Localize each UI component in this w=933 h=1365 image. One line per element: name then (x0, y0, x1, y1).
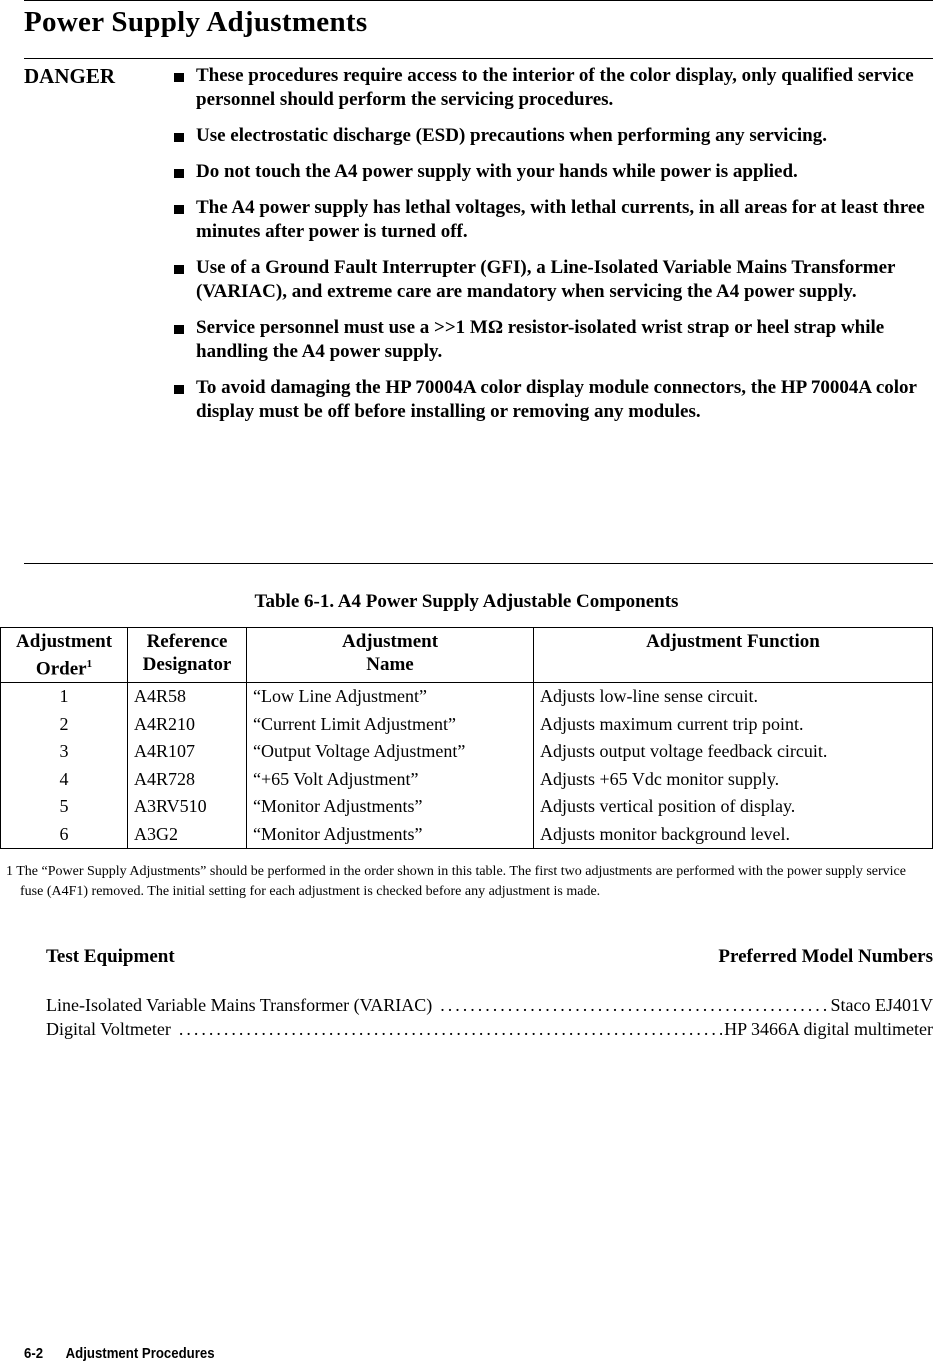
cell-name: “Current Limit Adjustment” (247, 711, 534, 739)
table-footnote: 1 The “Power Supply Adjustments” should be performed in the order shown in this table. The first two adjustments are performed with the power supply service fuse (A4F1) removed. The initial setting for each adjustment is checked before any adjustment is made. (6, 864, 906, 899)
cell-ref: A4R107 (128, 738, 247, 766)
cell-function: Adjusts low-line sense circuit. (534, 683, 933, 711)
danger-item: The A4 power supply has lethal voltages, with lethal currents, in all areas for at least three minutes after power is turned off. (172, 196, 932, 244)
equipment-header-right: Preferred Model Numbers (718, 946, 933, 967)
square-bullet-icon (174, 265, 184, 274)
equipment-model: Staco EJ401V (830, 995, 933, 1015)
square-bullet-icon (174, 385, 184, 394)
table-row (1, 766, 933, 794)
danger-label: DANGER (24, 64, 116, 88)
cell-name: “Output Voltage Adjustment” (247, 738, 534, 766)
table-row (1, 683, 933, 711)
danger-item: Service personnel must use a >>1 MΩ resistor-isolated wrist strap or heel strap while handling the A4 power supply. (172, 316, 932, 364)
cell-ref: A4R728 (128, 766, 247, 794)
footnote-ref: 1 (86, 658, 93, 670)
equipment-item (46, 1017, 933, 1041)
square-bullet-icon (174, 73, 184, 82)
cell-order: 3 (59, 741, 69, 762)
page-footer (24, 1345, 215, 1362)
table-caption: Table 6-1. A4 Power Supply Adjustable Components (254, 591, 679, 612)
top-rule (24, 0, 933, 1)
cell-order: 1 (59, 686, 69, 707)
page-title: Power Supply Adjustments (24, 6, 368, 38)
table-row (1, 821, 933, 849)
square-bullet-icon (174, 169, 184, 178)
danger-top-rule (24, 58, 933, 59)
equipment-name: Digital Voltmeter (46, 1019, 171, 1039)
square-bullet-icon (174, 205, 184, 214)
cell-name: “Monitor Adjustments” (247, 821, 534, 849)
cell-name: “Low Line Adjustment” (247, 683, 534, 711)
cell-order: 2 (59, 713, 69, 734)
danger-item: Use electrostatic discharge (ESD) precautions when performing any servicing. (172, 124, 932, 148)
square-bullet-icon (174, 325, 184, 334)
danger-item: Use of a Ground Fault Interrupter (GFI), a Line-Isolated Variable Mains Transformer (VARIAC), and extreme care are mandatory when servicing the A4 power supply. (172, 256, 932, 304)
cell-function: Adjusts vertical position of display. (534, 793, 933, 821)
leader-dots (179, 1017, 722, 1041)
page-number: 6-2 (24, 1345, 44, 1362)
danger-item: These procedures require access to the interior of the color display, only qualified service personnel should perform the servicing procedures. (172, 64, 932, 112)
equipment-model: HP 3466A digital multimeter (724, 1019, 933, 1039)
header-reference-designator: Reference Designator (128, 628, 247, 683)
cell-order: 5 (59, 796, 69, 817)
section-title: Adjustment Procedures (65, 1345, 215, 1362)
table-row (1, 711, 933, 739)
header-adjustment-function: Adjustment Function (534, 628, 933, 683)
equipment-item (46, 993, 933, 1017)
square-bullet-icon (174, 133, 184, 142)
cell-function: Adjusts output voltage feedback circuit. (534, 738, 933, 766)
cell-function: Adjusts +65 Vdc monitor supply. (534, 766, 933, 794)
danger-bottom-rule (24, 563, 933, 564)
cell-ref: A4R58 (128, 683, 247, 711)
equipment-header (46, 946, 933, 968)
adjustable-components-table (0, 627, 933, 849)
cell-function: Adjusts monitor background level. (534, 821, 933, 849)
danger-item: Do not touch the A4 power supply with your hands while power is applied. (172, 160, 932, 184)
cell-name: “+65 Volt Adjustment” (247, 766, 534, 794)
cell-order: 6 (59, 823, 69, 844)
cell-ref: A3RV510 (128, 793, 247, 821)
table-header-row (1, 628, 933, 683)
danger-list (172, 64, 932, 436)
table-row (1, 738, 933, 766)
cell-ref: A4R210 (128, 711, 247, 739)
table-row (1, 793, 933, 821)
equipment-list (46, 993, 933, 1041)
header-adjustment-name: Adjustment Name (247, 628, 534, 683)
cell-ref: A3G2 (128, 821, 247, 849)
leader-dots (440, 993, 828, 1017)
cell-order: 4 (59, 768, 69, 789)
header-adjustment-order: Adjustment Order$^1$ (1, 628, 128, 683)
danger-item: To avoid damaging the HP 70004A color display module connectors, the HP 70004A color display must be off before installing or removing any modules. (172, 376, 932, 424)
equipment-name: Line-Isolated Variable Mains Transformer (VARIAC) (46, 995, 433, 1015)
cell-name: “Monitor Adjustments” (247, 793, 534, 821)
equipment-header-left: Test Equipment (46, 946, 175, 967)
cell-function: Adjusts maximum current trip point. (534, 711, 933, 739)
